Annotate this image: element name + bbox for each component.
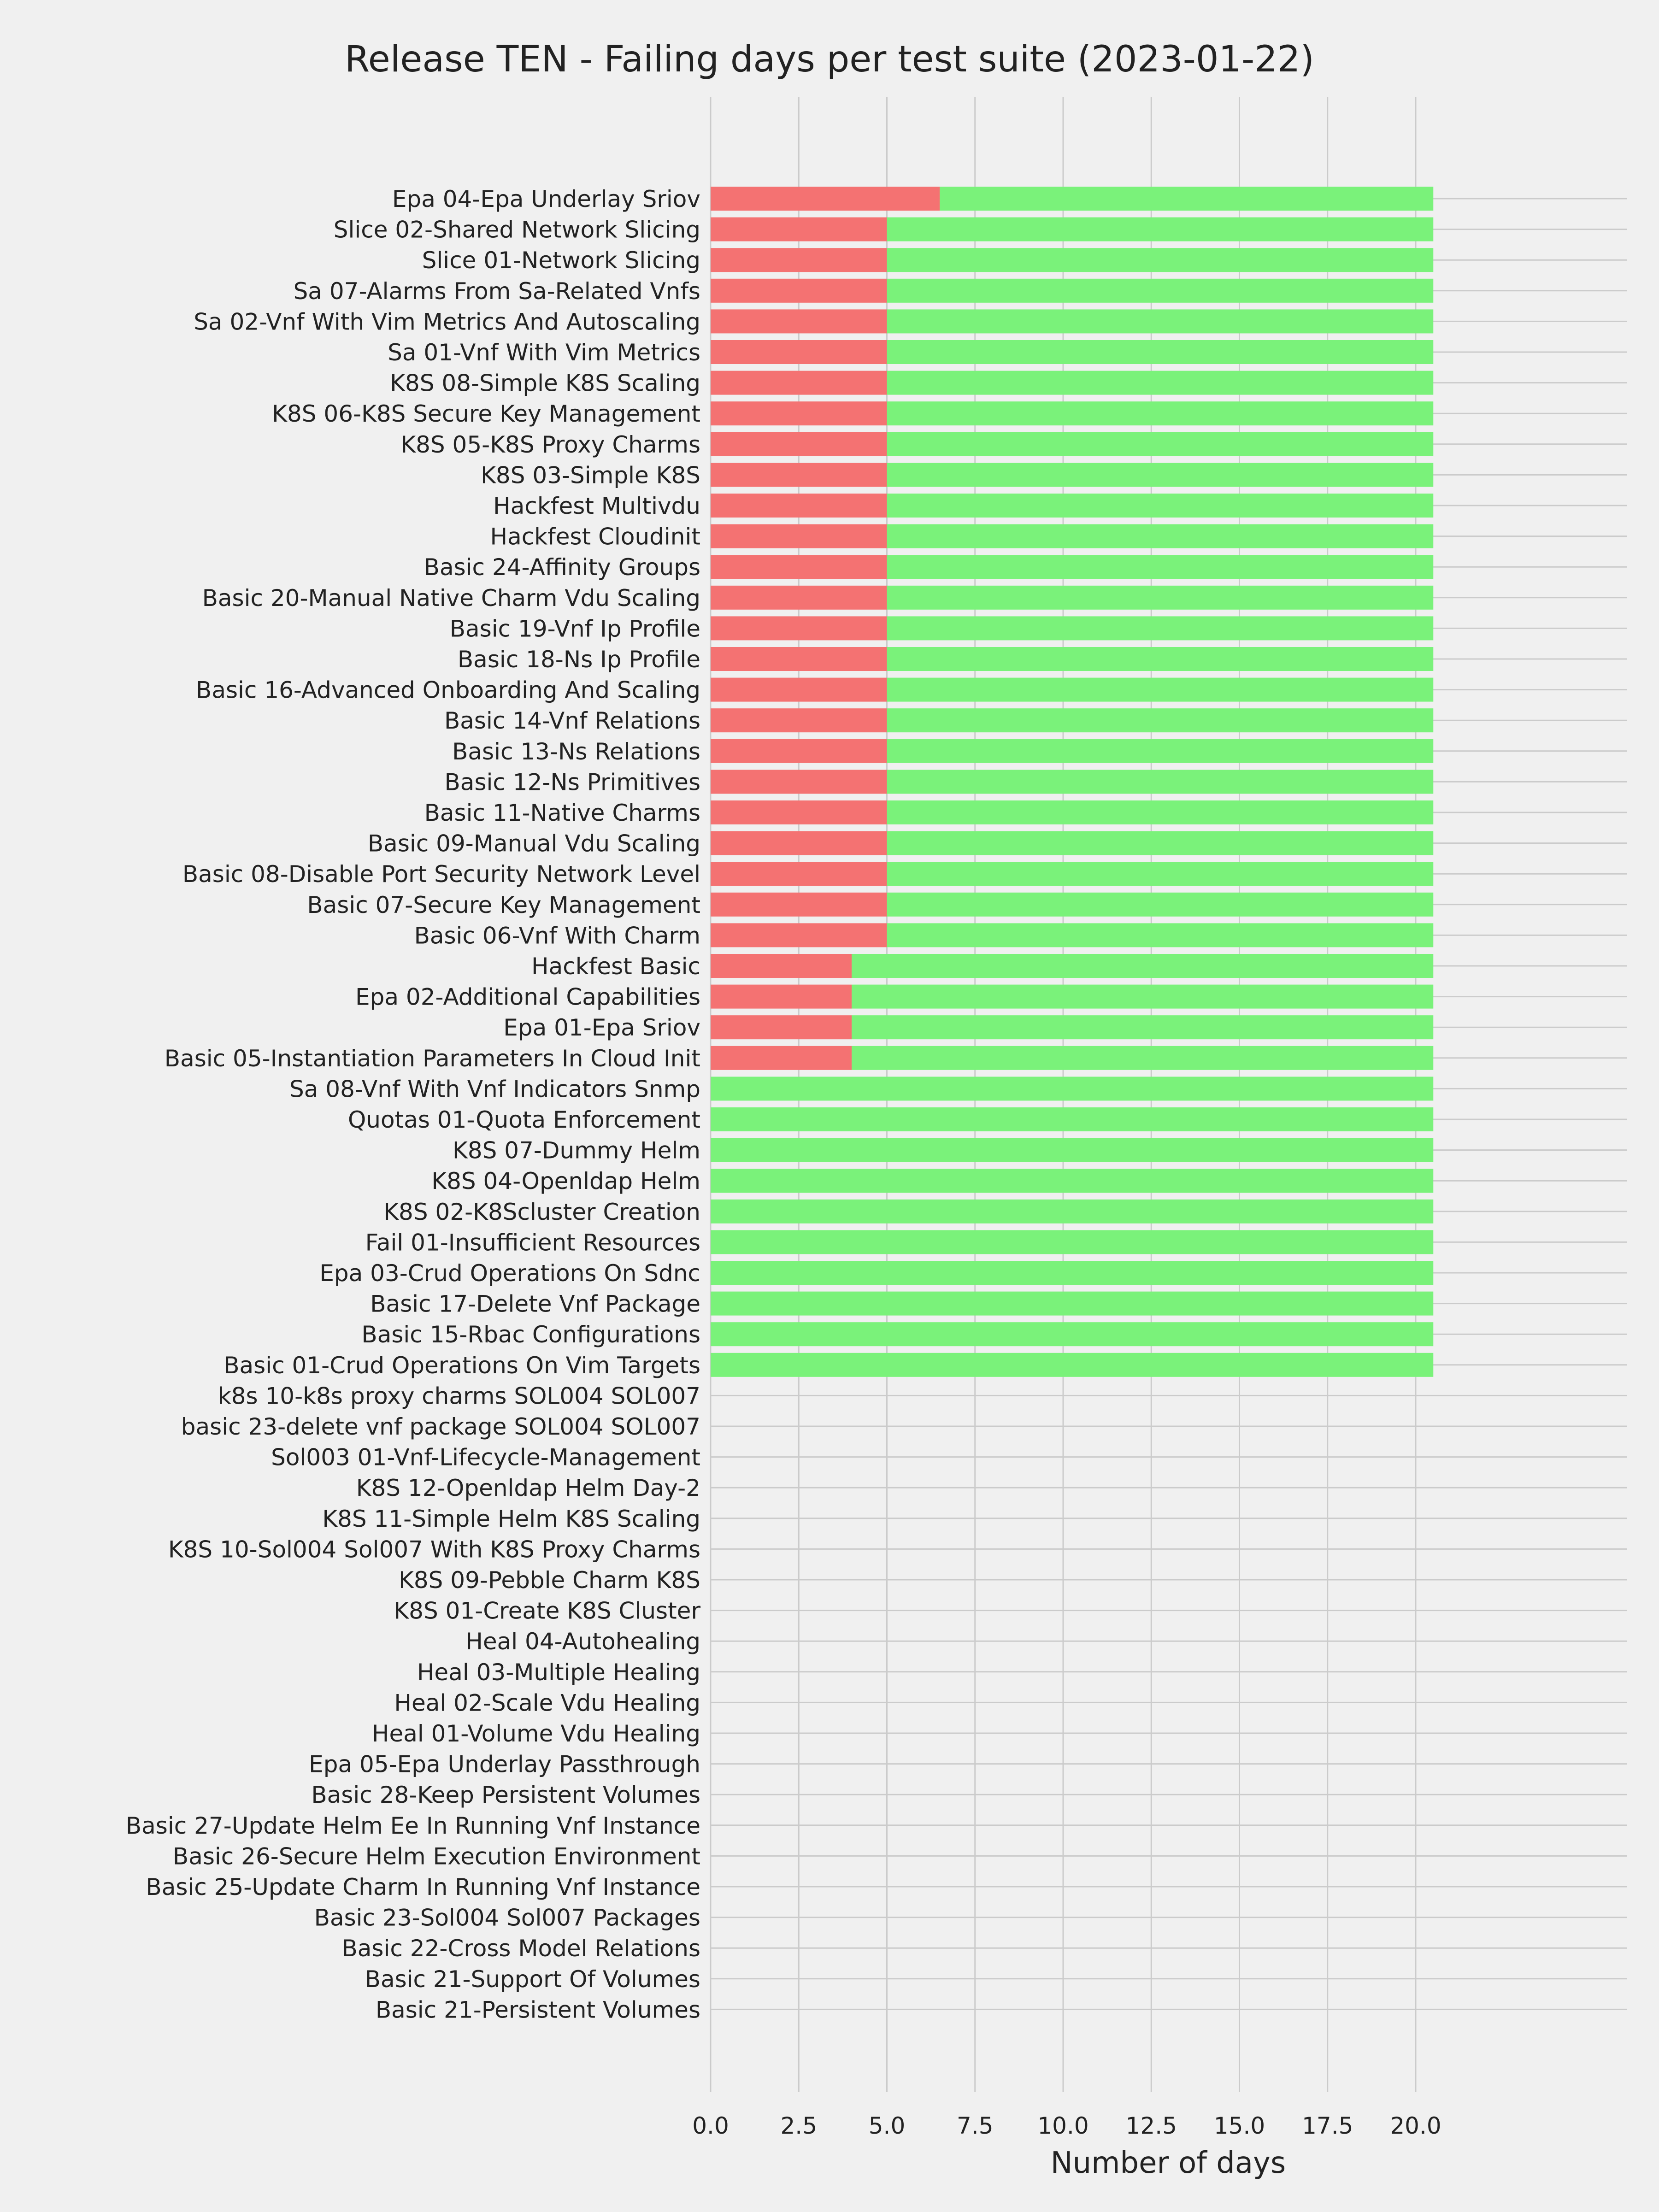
y-tick-label: Heal 01-Volume Vdu Healing	[371, 1720, 700, 1747]
x-axis-label: Number of days	[1050, 2146, 1286, 2180]
passing-bar	[887, 524, 1434, 548]
passing-bar	[887, 831, 1434, 855]
passing-bar	[887, 432, 1434, 456]
passing-bar	[887, 494, 1434, 518]
passing-bar	[887, 647, 1434, 671]
failing-bar	[711, 432, 887, 456]
y-tick-label: Basic 17-Delete Vnf Package	[370, 1290, 700, 1318]
x-tick-label: 10.0	[1037, 2112, 1089, 2139]
y-tick-label: Hackfest Cloudinit	[490, 523, 700, 550]
failing-bar	[711, 371, 887, 395]
x-tick-label: 20.0	[1390, 2112, 1441, 2139]
y-tick-label: K8S 03-Simple K8S	[481, 462, 700, 489]
failing-bar	[711, 524, 887, 548]
failing-bar	[711, 923, 887, 947]
y-tick-label: Slice 01-Network Slicing	[422, 247, 700, 274]
passing-bar	[711, 1322, 1433, 1346]
passing-bar	[940, 187, 1433, 211]
passing-bar	[887, 218, 1434, 241]
passing-bar	[887, 893, 1434, 917]
y-tick-label: Hackfest Basic	[531, 953, 700, 980]
passing-bar	[887, 708, 1434, 732]
passing-bar	[711, 1353, 1433, 1377]
y-tick-label: Basic 07-Secure Key Management	[307, 891, 700, 918]
y-tick-label: Sa 02-Vnf With Vim Metrics And Autoscaling	[194, 308, 700, 335]
passing-bar	[711, 1138, 1433, 1162]
passing-bar	[852, 985, 1433, 1009]
y-tick-label: Heal 04-Autohealing	[465, 1628, 700, 1655]
y-tick-label: k8s 10-k8s proxy charms SOL004 SOL007	[218, 1382, 700, 1410]
failing-bar	[711, 555, 887, 579]
failing-bar	[711, 218, 887, 241]
y-tick-label: Basic 25-Update Charm In Running Vnf Instance	[146, 1874, 700, 1900]
y-tick-label: Basic 09-Manual Vdu Scaling	[367, 830, 700, 857]
y-tick-label: K8S 10-Sol004 Sol007 With K8S Proxy Charms	[168, 1536, 700, 1563]
failing-bar	[711, 985, 852, 1009]
y-tick-label: Basic 11-Native Charms	[424, 800, 700, 826]
failing-bar	[711, 647, 887, 671]
x-tick-label: 5.0	[868, 2112, 906, 2139]
x-tick-label: 15.0	[1213, 2112, 1265, 2139]
y-axis-tick-labels	[126, 186, 701, 2023]
y-tick-label: K8S 04-Openldap Helm	[431, 1168, 700, 1195]
passing-bar	[887, 401, 1434, 425]
failing-bar	[711, 739, 887, 763]
bars-layer	[711, 187, 1433, 1377]
x-axis-tick-labels	[692, 2112, 1441, 2139]
y-tick-label: Basic 28-Keep Persistent Volumes	[311, 1782, 700, 1809]
passing-bar	[887, 862, 1434, 886]
passing-bar	[887, 309, 1434, 333]
x-tick-label: 0.0	[692, 2112, 729, 2139]
y-tick-label: Epa 05-Epa Underlay Passthrough	[309, 1751, 700, 1778]
failing-bar	[711, 187, 940, 211]
failing-bar	[711, 494, 887, 518]
failing-bar	[711, 463, 887, 487]
failing-bar	[711, 770, 887, 794]
y-tick-label: Basic 19-Vnf Ip Profile	[449, 615, 700, 642]
y-tick-label: Hackfest Multivdu	[493, 493, 700, 519]
failing-bar	[711, 586, 887, 610]
passing-bar	[711, 1200, 1433, 1224]
passing-bar	[887, 678, 1434, 702]
x-tick-label: 2.5	[780, 2112, 818, 2139]
y-tick-label: Quotas 01-Quota Enforcement	[347, 1106, 700, 1133]
x-tick-label: 7.5	[956, 2112, 994, 2139]
failing-bar	[711, 279, 887, 303]
passing-bar	[711, 1077, 1433, 1100]
y-tick-label: Basic 14-Vnf Relations	[444, 707, 700, 735]
y-tick-label: Basic 18-Ns Ip Profile	[457, 646, 700, 673]
y-tick-label: Basic 21-Persistent Volumes	[375, 1996, 700, 2024]
chart-title: Release TEN - Failing days per test suite (2023-01-22)	[345, 39, 1314, 80]
passing-bar	[711, 1169, 1433, 1193]
passing-bar	[852, 1046, 1433, 1070]
y-tick-label: Sa 08-Vnf With Vnf Indicators Snmp	[289, 1076, 700, 1103]
y-tick-label: Epa 03-Crud Operations On Sdnc	[319, 1260, 700, 1287]
y-tick-label: Basic 21-Support Of Volumes	[365, 1965, 700, 1993]
y-tick-label: K8S 09-Pebble Charm K8S	[399, 1567, 700, 1594]
failing-bar	[711, 340, 887, 364]
passing-bar	[887, 770, 1434, 794]
passing-bar	[887, 371, 1434, 395]
y-tick-label: Basic 27-Update Helm Ee In Running Vnf Instance	[125, 1812, 700, 1839]
passing-bar	[887, 340, 1434, 364]
y-tick-label: K8S 02-K8Scluster Creation	[383, 1198, 700, 1225]
y-tick-label: K8S 07-Dummy Helm	[453, 1137, 700, 1164]
passing-bar	[887, 923, 1434, 947]
y-tick-label: Basic 06-Vnf With Charm	[414, 922, 700, 949]
y-tick-label: Basic 15-Rbac Configurations	[361, 1321, 700, 1348]
y-tick-label: Heal 03-Multiple Healing	[417, 1659, 700, 1686]
y-tick-label: K8S 11-Simple Helm K8S Scaling	[322, 1505, 700, 1532]
y-tick-label: Basic 22-Cross Model Relations	[341, 1935, 700, 1962]
passing-bar	[887, 555, 1434, 579]
passing-bar	[887, 279, 1434, 303]
y-tick-label: K8S 05-K8S Proxy Charms	[400, 431, 700, 458]
passing-bar	[887, 739, 1434, 763]
y-tick-label: basic 23-delete vnf package SOL004 SOL007	[181, 1413, 700, 1440]
failing-bar	[711, 1046, 852, 1070]
y-tick-label: Basic 20-Manual Native Charm Vdu Scaling	[202, 584, 700, 612]
y-tick-label: Heal 02-Scale Vdu Healing	[394, 1689, 700, 1717]
y-tick-label: Basic 23-Sol004 Sol007 Packages	[314, 1904, 700, 1931]
failing-bar	[711, 401, 887, 425]
passing-bar	[711, 1107, 1433, 1131]
passing-bar	[852, 1015, 1433, 1039]
y-tick-label: Epa 04-Epa Underlay Sriov	[392, 186, 700, 212]
x-tick-label: 17.5	[1302, 2112, 1353, 2139]
passing-bar	[887, 800, 1434, 824]
y-tick-label: Slice 02-Shared Network Slicing	[333, 216, 700, 243]
y-tick-label: Basic 12-Ns Primitives	[444, 769, 700, 796]
passing-bar	[711, 1292, 1433, 1316]
y-tick-label: K8S 06-K8S Secure Key Management	[272, 400, 700, 428]
failing-bar	[711, 800, 887, 824]
failing-bar	[711, 862, 887, 886]
failing-bar	[711, 248, 887, 272]
y-tick-label: K8S 08-Simple K8S Scaling	[390, 370, 700, 397]
y-tick-label: Basic 05-Instantiation Parameters In Cloud Init	[164, 1045, 700, 1072]
passing-bar	[711, 1261, 1433, 1285]
y-tick-label: Basic 01-Crud Operations On Vim Targets	[224, 1352, 700, 1379]
failing-bar	[711, 616, 887, 640]
y-tick-label: Basic 13-Ns Relations	[452, 738, 700, 765]
y-tick-label: Basic 08-Disable Port Security Network Level	[182, 861, 700, 888]
y-tick-label: Epa 01-Epa Sriov	[503, 1014, 700, 1041]
y-tick-label: K8S 01-Create K8S Cluster	[394, 1597, 700, 1624]
y-tick-label: Basic 26-Secure Helm Execution Environment	[172, 1843, 700, 1870]
y-tick-label: Basic 24-Affinity Groups	[424, 554, 700, 581]
failing-bar	[711, 708, 887, 732]
failing-bar	[711, 309, 887, 333]
passing-bar	[887, 616, 1434, 640]
passing-bar	[887, 248, 1434, 272]
failing-bar	[711, 678, 887, 702]
y-tick-label: Sa 07-Alarms From Sa-Related Vnfs	[293, 277, 700, 305]
passing-bar	[887, 463, 1434, 487]
y-tick-label: Sol003 01-Vnf-Lifecycle-Management	[271, 1444, 700, 1471]
passing-bar	[887, 586, 1434, 610]
failing-bar	[711, 893, 887, 917]
passing-bar	[852, 954, 1433, 978]
y-tick-label: Epa 02-Additional Capabilities	[355, 983, 700, 1011]
y-tick-label: Fail 01-Insufficient Resources	[365, 1229, 700, 1256]
x-tick-label: 12.5	[1125, 2112, 1177, 2139]
y-tick-label: Sa 01-Vnf With Vim Metrics	[388, 339, 700, 366]
failing-bar	[711, 954, 852, 978]
passing-bar	[711, 1230, 1433, 1254]
y-tick-label: Basic 16-Advanced Onboarding And Scaling	[196, 677, 700, 704]
failing-bar	[711, 1015, 852, 1039]
failing-bar	[711, 831, 887, 855]
y-tick-label: K8S 12-Openldap Helm Day-2	[356, 1475, 700, 1502]
